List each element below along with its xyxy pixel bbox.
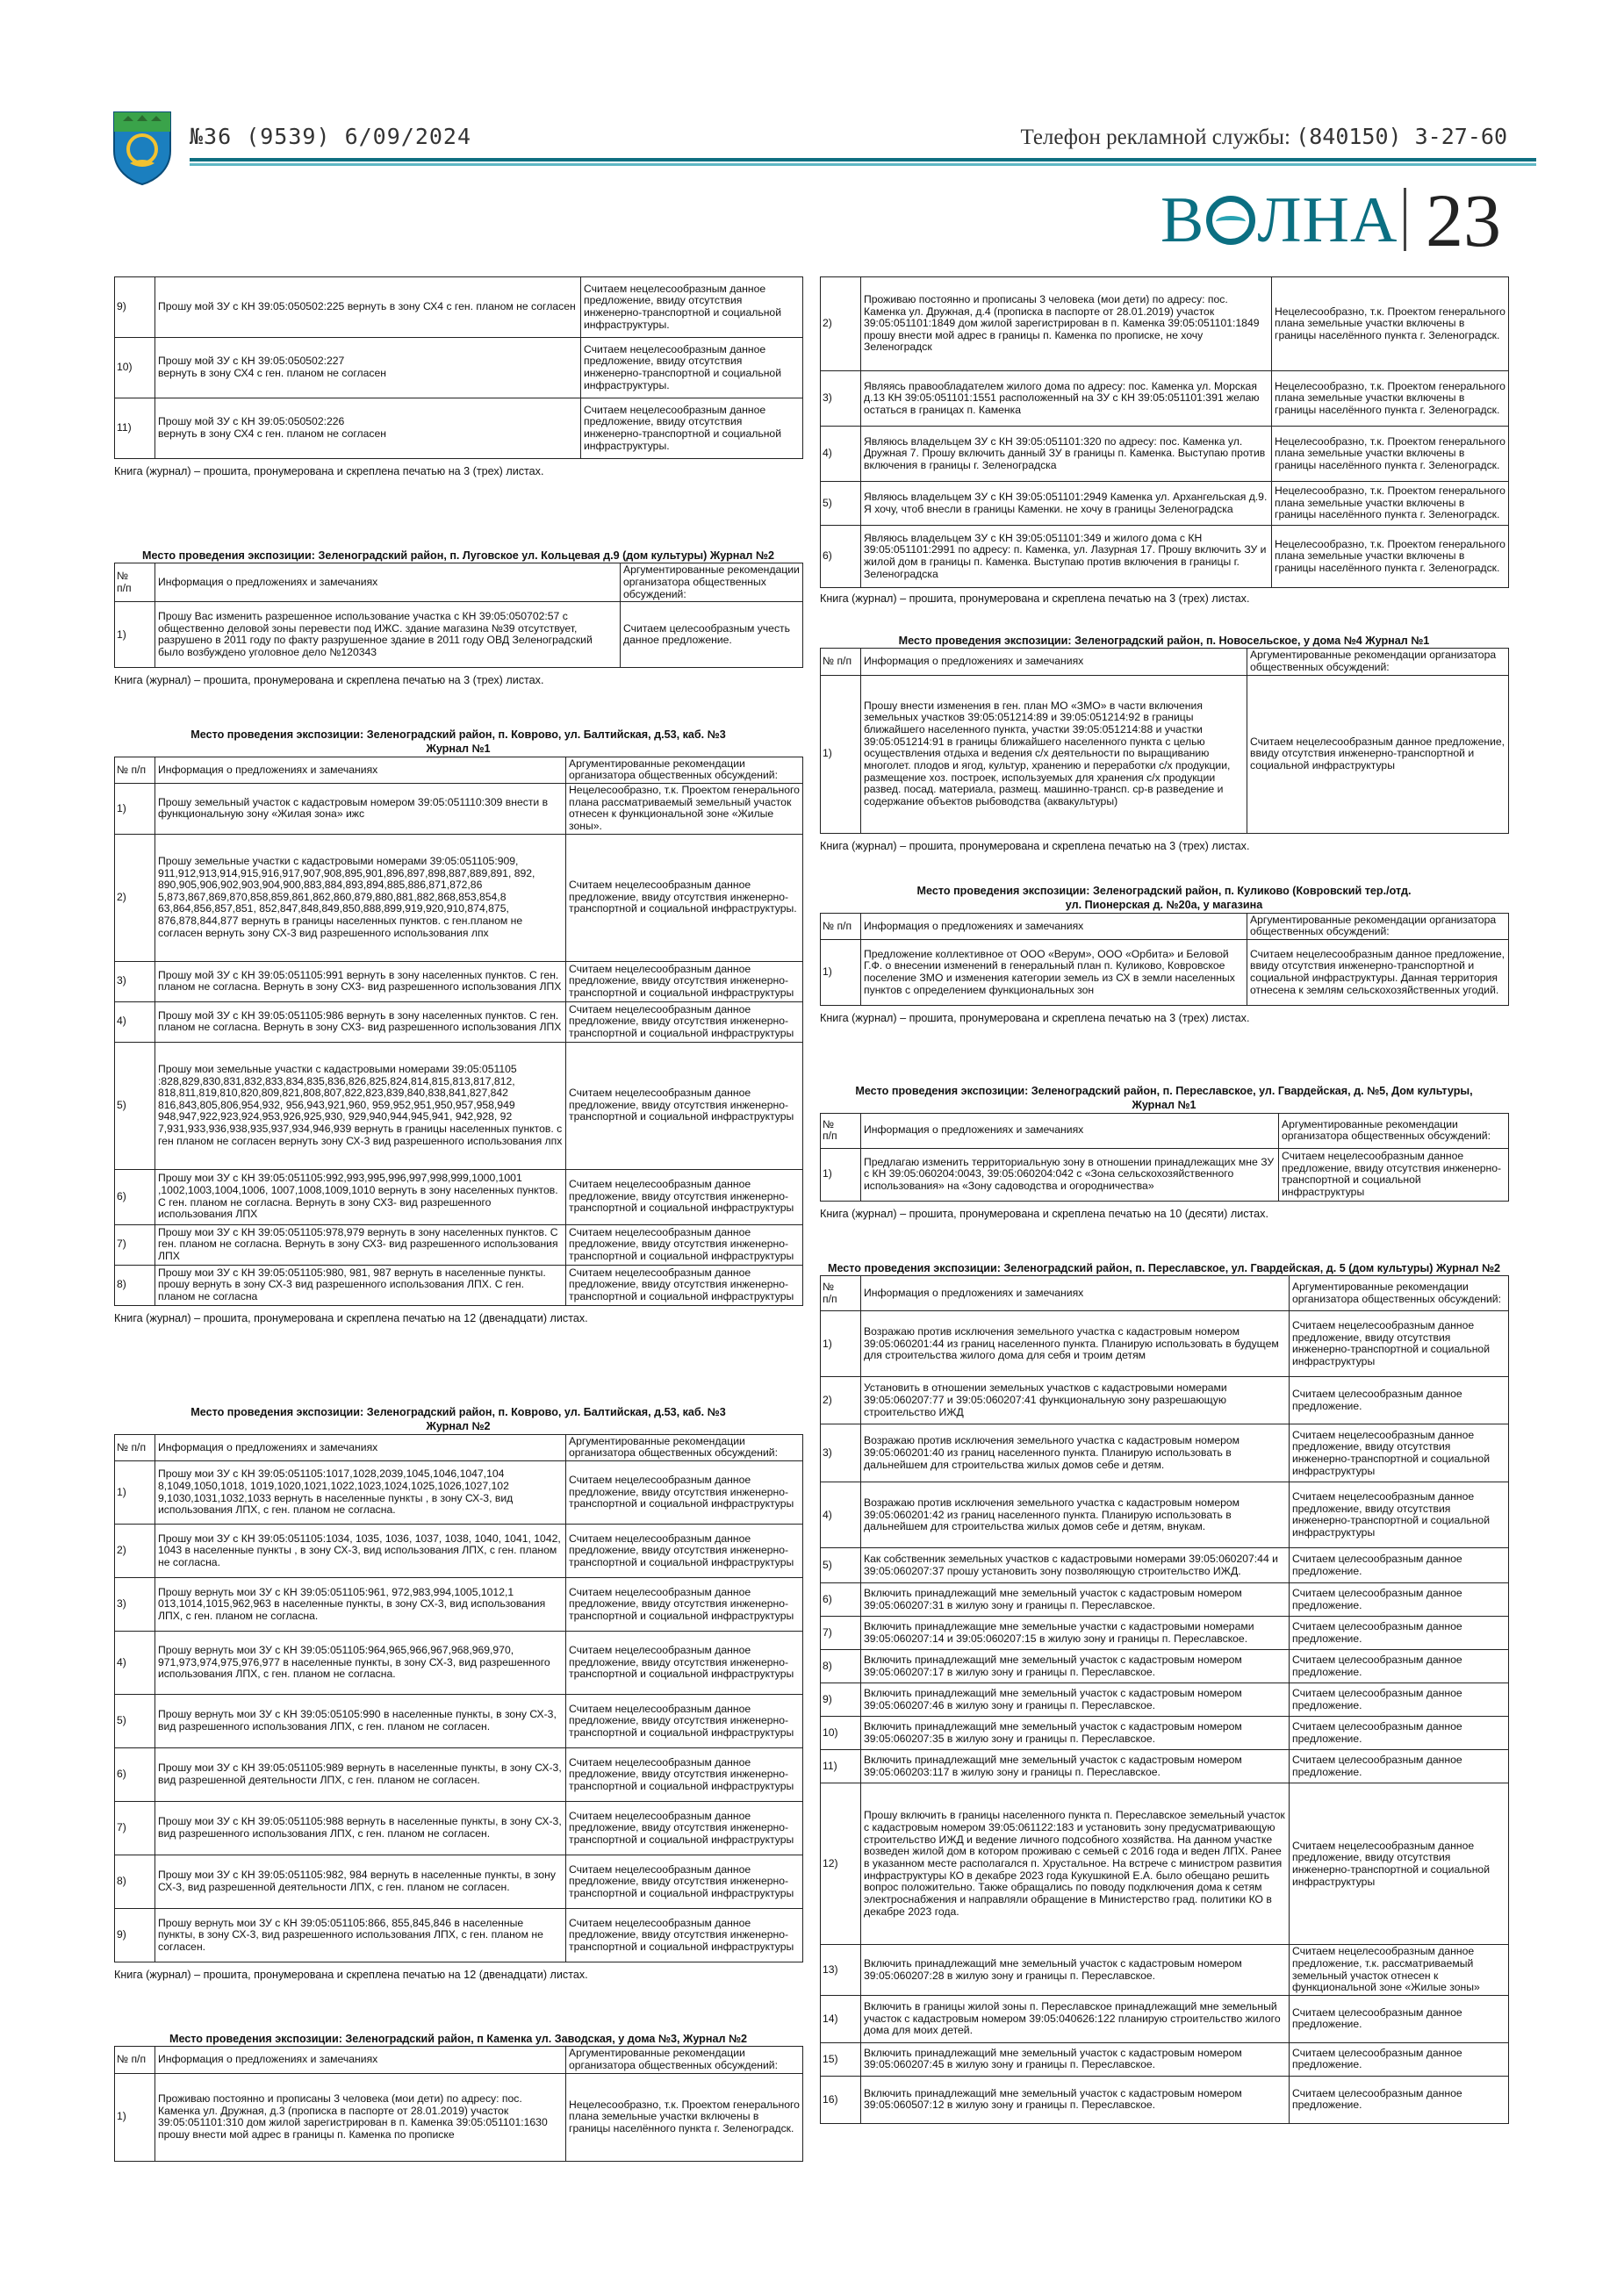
journal-note: Книга (журнал) – прошита, пронумерована и скреплена печатью на 3 (трех) листах. (820, 839, 1250, 852)
cell-number: 2) (821, 277, 861, 371)
cell-proposal: Прошу мои ЗУ с КН 39:05:051105:988 вернуть в населенные пункты, в зону СХ-3, вид разрешенного использования ЛПХ, с ген. планом не согласен. (155, 1802, 566, 1855)
cell-number: 14) (821, 1995, 861, 2042)
cell-recommendation: Нецелесообразно, т.к. Проектом генерального плана земельные участки включены в границы населённого пункта г. Зеленоградск. (1272, 277, 1509, 371)
header-info: Информация о предложениях и замечаниях (155, 2047, 566, 2073)
cell-number: 1) (821, 1148, 861, 1201)
cell-recommendation: Считаем целесообразным данное предложение. (1290, 1995, 1509, 2042)
section-title: Место проведения экспозиции: Зеленоградский район, п. Луговское ул. Кольцевая д.9 (дом культуры) Журнал №2 (142, 549, 774, 562)
cell-proposal: Прошу мои ЗУ с КН 39:05:051105:980, 981, 987 вернуть в населенные пункты. прошу вернуть в зону СХ-3 вид разрешенного использования ЛПХ. С ген. планом не согласна (155, 1265, 566, 1305)
table-row (821, 1148, 1509, 1201)
cell-recommendation: Считаем нецелесообразным данное предложение, ввиду отсутствия инженерно-транспортной и социальной инфраструктуры (566, 1909, 803, 1962)
table-header (115, 1434, 803, 1460)
table-row (115, 1909, 803, 1962)
content-block (820, 1261, 1508, 2124)
cell-proposal: Прошу мой ЗУ с КН 39:05:050502:226 вернуть в зону СХ4 с ген. планом не согласен (155, 398, 581, 459)
table-row (115, 1169, 803, 1224)
cell-recommendation: Считаем нецелесообразным данное предложение, ввиду отсутствия инженерно-транспортной и социальной инфраструктуры (1279, 1148, 1509, 1201)
cell-recommendation: Считаем нецелесообразным данное предложение, ввиду отсутствия инженерно-транспортной и социальной инфраструктуры (566, 1265, 803, 1305)
proposals-table (820, 1113, 1509, 1202)
cell-number: 3) (115, 1578, 155, 1632)
cell-proposal: Проживаю постоянно и прописаны 3 человека (мои дети) по адресу: пос. Каменка ул. Дружная, д.4 (прописка в паспорте от 28.01.2019) участок 39:05:051101:1849 дом жилой зарегистрирован в п. Каменка 39:05:051101:1849 прошу внести мой адрес в границы п. Каменка по прописке, не хочу Зеленоградск (861, 277, 1272, 371)
cell-proposal: Прошу мои земельные участки с кадастровыми номерами 39:05:051105 :828,829,830,831,832,833,834,835,836,826,825,824,814,815,813,817,812, 818,811,819,810,820,809,821,808,807,822,823,839,840,838,841,827,842 816,843,805,806,954,932, 956,943,921,960, 959,952,951,950,957,958,949 948,947,922,923,924,953,926,925,930, 929,940,944,945,941, 942,928, 92 7,931,933,936,938,935,937,934,946,939 вернуть в границы населенных пунктов. с ген планом не согласен вернуть зону СХ-3 вид разрешенного использования лпх (155, 1042, 566, 1169)
content-block (114, 276, 802, 478)
table-row (115, 338, 803, 398)
cell-recommendation: Считаем нецелесообразным данное предложение, ввиду отсутствия инженерно-транспортной и социальной инфраструктуры (566, 1169, 803, 1224)
table-row (821, 675, 1509, 833)
cell-number: 4) (115, 1632, 155, 1695)
section-title: Место проведения экспозиции: Зеленоградский район, п. Переславское, ул. Гвардейская, д. 5 (дом культуры) Журнал №2 (827, 1262, 1501, 1274)
cell-proposal: Прошу вернуть мои ЗУ с КН 39:05:051105:961, 972,983,994,1005,1012,1 013,1014,1015,962,963 в населенные пункты, в зону СХ-3, вид использования ЛПХ, с ген. планом не согласна. (155, 1578, 566, 1632)
cell-proposal: Включить принадлежащий мне земельный участок с кадастровым номером 39:05:060507:12 в жилую зону и границы п. Переславское. (861, 2076, 1290, 2123)
proposals-table (820, 1275, 1509, 2124)
header-rule (190, 158, 1536, 161)
cell-number: 4) (821, 427, 861, 482)
cell-number: 16) (821, 2076, 861, 2123)
section-title: Место проведения экспозиции: Зеленоградский район, п. Новосельское, у дома №4 Журнал №1 (898, 635, 1430, 647)
cell-number: 1) (821, 940, 861, 1006)
cell-proposal: Включить принадлежащий мне земельный участок с кадастровым номером 39:05:060207:28 в жилую зону и границы п. Переславское. (861, 1945, 1290, 1996)
table-header (115, 563, 803, 602)
header-info: Информация о предложениях и замечаниях (861, 1113, 1279, 1148)
table-row (115, 1525, 803, 1578)
cell-proposal: Включить принадлежащий мне земельный участок с кадастровым номером 39:05:060207:45 в жилую зону и границы п. Переславское. (861, 2042, 1290, 2076)
header-info: Информация о предложениях и замечаниях (861, 649, 1247, 675)
header-number: № п/п (821, 1276, 861, 1311)
table-row (115, 784, 803, 835)
cell-recommendation: Считаем целесообразным учесть данное предложение. (621, 602, 803, 668)
advertising-phone (1021, 125, 1508, 150)
header-recommendation: Аргументированные рекомендации организатора общественных обсуждений: (566, 2047, 803, 2073)
table-row (821, 2042, 1509, 2076)
cell-proposal: Установить в отношении земельных участков с кадастровыми номерами 39:05:060207:77 и 39:05:060207:41 функциональную зону разрешающую строительство ИЖД (861, 1377, 1290, 1424)
cell-number: 2) (821, 1377, 861, 1424)
header-number: № п/п (115, 1434, 155, 1460)
table-row (821, 2076, 1509, 2123)
cell-number: 10) (115, 338, 155, 398)
cell-proposal: Являюсь владельцем ЗУ с КН 39:05:051101:320 по адресу: пос. Каменка ул. Дружная 7. Прошу включить данный ЗУ в границы п. Каменка. Выступаю против включения в границы г. Зеленоградска (861, 427, 1272, 482)
table-row (115, 2073, 803, 2161)
table-row (821, 371, 1509, 427)
cell-number: 15) (821, 2042, 861, 2076)
cell-proposal: Включить принадлежащий мне земельный участок с кадастровым номером 39:05:060207:31 в жилую зону и границы п. Переславское. (861, 1583, 1290, 1617)
journal-note: Книга (журнал) – прошита, пронумерована и скреплена печатью на 3 (трех) листах. (820, 592, 1250, 605)
section-title: Место проведения экспозиции: Зеленоградский район, п. Переславское, ул. Гвардейская, д. №5, Дом культуры, Журнал №1 (855, 1085, 1473, 1112)
cell-recommendation: Считаем нецелесообразным данное предложение, ввиду отсутствия инженерно-транспортной и социальной инфраструктуры (566, 1001, 803, 1042)
cell-number: 5) (115, 1695, 155, 1748)
table-row (821, 1482, 1509, 1548)
journal-note: Книга (журнал) – прошита, пронумерована и скреплена печатью на 12 (двенадцати) листах. (114, 1969, 588, 1982)
cell-proposal: Прошу мой ЗУ с КН 39:05:051105:991 вернуть в зону населенных пунктов. С ген. планом не согласна. Вернуть в зону СХ3- вид разрешенного использования ЛПХ (155, 961, 566, 1001)
cell-recommendation: Считаем нецелесообразным данное предложение, ввиду отсутствия инженерно-транспортной и социальной инфраструктуры. (566, 834, 803, 961)
cell-proposal: Прошу земельный участок с кадастровым номером 39:05:051110:309 внести в функциональную зону «Жилая зона» ижс (155, 784, 566, 835)
cell-recommendation: Считаем нецелесообразным данное предложение, ввиду отсутствия инженерно-транспортной и социальной инфраструктуры (566, 1525, 803, 1578)
cell-recommendation: Считаем нецелесообразным данное предложение, ввиду отсутствия инженерно-транспортной и социальной инфраструктуры (1290, 1311, 1509, 1377)
table-row (115, 1855, 803, 1909)
cell-proposal: Включить принадлежащий мне земельный участок с кадастровым номером 39:05:060207:17 в жилую зону и границы п. Переславское. (861, 1650, 1290, 1683)
table-header (115, 2047, 803, 2073)
cell-number: 9) (821, 1683, 861, 1717)
cell-number: 8) (115, 1265, 155, 1305)
header-number: № п/п (115, 2047, 155, 2073)
table-row (821, 1783, 1509, 1945)
cell-recommendation: Считаем целесообразным данное предложение. (1290, 1750, 1509, 1783)
cell-number: 1) (821, 675, 861, 833)
cell-number: 9) (115, 277, 155, 338)
header-number: № п/п (115, 563, 155, 602)
cell-number: 3) (821, 1424, 861, 1482)
table-row (821, 1311, 1509, 1377)
cell-recommendation: Считаем целесообразным данное предложение. (1290, 1377, 1509, 1424)
cell-recommendation: Нецелесообразно, т.к. Проектом генерального плана земельные участки включены в границы населённого пункта г. Зеленоградск. (1272, 427, 1509, 482)
newspaper-logo: В ЛНА (1161, 184, 1398, 256)
journal-note: Книга (журнал) – прошита, пронумерована и скреплена печатью на 3 (трех) листах. (114, 465, 544, 477)
cell-proposal: Прошу мои ЗУ с КН 39:05:051105:1017,1028,2039,1045,1046,1047,104 8,1049,1050,1018, 1019,1020,1021,1022,1023,1024,1025,1026,1027,102 9,1030,1031,1032,1033 вернуть в населенные пункты , в зону СХ-3, вид использования ЛПХ, с ген. планом не согласна. (155, 1461, 566, 1525)
table-row (115, 961, 803, 1001)
cell-proposal: Прошу Вас изменить разрешенное использование участка с КН 39:05:050702:57 с общественно деловой зоны перевести под ИЖС. здание магазина №39 отсутствует, разрушено в 2011 году по факту разрушенное здание в 2011 году ОВД Зеленоградский было возбуждено уголовное дело №120343 (155, 602, 621, 668)
proposals-table (114, 1434, 803, 1962)
header-info: Информация о предложениях и замечаниях (155, 757, 566, 783)
proposals-table (820, 648, 1509, 833)
content-block (820, 884, 1508, 1025)
proposals-table (114, 276, 803, 459)
cell-number: 12) (821, 1783, 861, 1945)
cell-recommendation: Считаем нецелесообразным данное предложение, ввиду отсутствия инженерно-транспортной и социальной инфраструктуры (566, 1461, 803, 1525)
journal-note: Книга (журнал) – прошита, пронумерована и скреплена печатью на 10 (десяти) листах. (820, 1207, 1268, 1220)
cell-recommendation: Считаем нецелесообразным данное предложение, ввиду отсутствия инженерно-транспортной и социальной инфраструктуры (566, 1578, 803, 1632)
cell-recommendation: Считаем нецелесообразным данное предложение, ввиду отсутствия инженерно-транспортной и социальной инфраструктуры (566, 1748, 803, 1802)
cell-proposal: Предлагаю изменить территориальную зону в отношении принадлежащих мне ЗУ с КН 39:05:060204:0043, 39:05:060204:042 с «Зона сельскохозяйственного использования» на «Зону садоводства и огородничества» (861, 1148, 1279, 1201)
content-block (820, 276, 1508, 606)
header-number: № п/п (821, 1113, 861, 1148)
cell-recommendation: Считаем нецелесообразным данное предложение, ввиду отсутствия инженерно-транспортной и социальной инфраструктуры (566, 1632, 803, 1695)
cell-proposal: Прошу земельные участки с кадастровыми номерами 39:05:051105:909, 911,912,913,914,915,916,917,907,908,895,901,896,897,898,887,889,891, 892, 890,905,906,902,903,904,900,883,884,893,894,885,886,871,872,86 5,873,867,869,870,858,859,861,862,860,879,880,881,882,868,853,854,8 63,864,856,857,851, 852,847,848,849,850,888,899,919,920,910,874,875, 876,878,844,877 вернуть в границы населенных пунктов. с ген.планом не согласен вернуть зону СХ-3 вид разрешенного использования лпх (155, 834, 566, 961)
cell-proposal: Прошу мой ЗУ с КН 39:05:051105:986 вернуть в зону населенных пунктов. С ген. планом не согласна. Вернуть в зону СХ3- вид разрешенного использования ЛПХ (155, 1001, 566, 1042)
header-number: № п/п (821, 649, 861, 675)
section-title: Место проведения экспозиции: Зеленоградский район, п Каменка ул. Заводская, у дома №3, Журнал №2 (169, 2033, 748, 2045)
table-row (115, 602, 803, 668)
cell-proposal: Являюсь владельцем ЗУ с КН 39:05:051101:2949 Каменка ул. Архангельская д.9. Я хочу, чтоб внесли в границы Каменки. не хочу в границы Зеленоградска (861, 482, 1272, 526)
table-row (821, 1995, 1509, 2042)
content-block (114, 728, 802, 1325)
cell-proposal: Включить принадлежащий мне земельный участок с кадастровым номером 39:05:060207:46 в жилую зону и границы п. Переславское. (861, 1683, 1290, 1717)
cell-number: 2) (115, 1525, 155, 1578)
cell-proposal: Прошу мои ЗУ с КН 39:05:051105:1034, 1035, 1036, 1037, 1038, 1040, 1041, 1042, 1043 в населенные пункты , в зону СХ-3, вид использования ЛПХ, с ген. планом не согласна. (155, 1525, 566, 1578)
table-row (115, 1802, 803, 1855)
cell-proposal: Являясь правообладателем жилого дома по адресу: пос. Каменка ул. Морская д.13 КН 39:05:051101:1551 расположенный на ЗУ с КН 39:05:051101:391 желаю остаться в границах п. Каменка (861, 371, 1272, 427)
cell-recommendation: Считаем целесообразным данное предложение. (1290, 2076, 1509, 2123)
cell-number: 3) (821, 371, 861, 427)
journal-note: Книга (журнал) – прошита, пронумерована и скреплена печатью на 3 (трех) листах. (820, 1012, 1250, 1025)
table-header (821, 649, 1509, 675)
table-row (821, 1683, 1509, 1717)
proposals-table (820, 276, 1509, 588)
header-recommendation: Аргументированные рекомендации организатора общественных обсуждений: (566, 1434, 803, 1460)
cell-proposal: Являюсь владельцем ЗУ с КН 39:05:051101:349 и жилого дома с КН 39:05:051101:2991 по адресу: п. Каменка, ул. Лазурная 17. Прошу включить ЗУ и жилой дом в границы п. Каменка. Выступаю против включения в границы г. Зеленоградска (861, 526, 1272, 588)
content-block (114, 2032, 802, 2162)
table-row (821, 940, 1509, 1006)
header-recommendation: Аргументированные рекомендации организатора общественных обсуждений: (1290, 1276, 1509, 1311)
cell-recommendation: Нецелесообразно, т.к. Проектом генерального плана земельные участки включены в границы населённого пункта г. Зеленоградск. (1272, 526, 1509, 588)
cell-recommendation: Считаем нецелесообразным данное предложение, ввиду отсутствия инженерно-транспортной и социальной инфраструктуры (566, 961, 803, 1001)
proposals-table (114, 563, 803, 668)
header-info: Информация о предложениях и замечаниях (155, 563, 621, 602)
page-number: 23 (1426, 178, 1501, 262)
table-row (115, 1748, 803, 1802)
cell-number: 11) (821, 1750, 861, 1783)
cell-proposal: Включить принадлежащий мне земельный участок с кадастровым номером 39:05:060203:117 в жилую зону и границы п. Переславское. (861, 1750, 1290, 1783)
header-recommendation: Аргументированные рекомендации организатора общественных обсуждений: (1247, 913, 1509, 939)
header-info: Информация о предложениях и замечаниях (155, 1434, 566, 1460)
cell-number: 10) (821, 1717, 861, 1750)
table-row (115, 1265, 803, 1305)
header-recommendation: Аргументированные рекомендации организатора общественных обсуждений: (566, 757, 803, 783)
cell-recommendation: Считаем целесообразным данное предложение. (1290, 1650, 1509, 1683)
table-row (821, 1717, 1509, 1750)
cell-proposal: Включить принадлежащий мне земельный участок с кадастровым номером 39:05:060207:35 в жилую зону и границы п. Переславское. (861, 1717, 1290, 1750)
cell-recommendation: Считаем целесообразным данное предложение. (1290, 1717, 1509, 1750)
cell-number: 5) (821, 482, 861, 526)
cell-number: 1) (115, 2073, 155, 2161)
table-row (821, 1583, 1509, 1617)
table-header (115, 757, 803, 783)
cell-number: 5) (115, 1042, 155, 1169)
wave-logo-icon (1206, 196, 1255, 245)
table-header (821, 1276, 1509, 1311)
table-row (115, 1632, 803, 1695)
table-row (115, 1461, 803, 1525)
table-row (115, 277, 803, 338)
table-row (115, 1578, 803, 1632)
journal-note: Книга (журнал) – прошита, пронумерована и скреплена печатью на 12 (двенадцати) листах. (114, 1311, 588, 1324)
table-row (821, 427, 1509, 482)
table-row (115, 1042, 803, 1169)
cell-recommendation: Считаем нецелесообразным данное предложение, ввиду отсутствия инженерно-транспортной и социальной инфраструктуры. (581, 277, 803, 338)
table-row (821, 526, 1509, 588)
table-row (821, 1945, 1509, 1996)
proposals-table (114, 757, 803, 1306)
table-row (115, 834, 803, 961)
cell-recommendation: Нецелесообразно, т.к. Проектом генерального плана земельные участки включены в границы населённого пункта г. Зеленоградск. (566, 2073, 803, 2161)
cell-proposal: Возражаю против исключения земельного участка с кадастровым номером 39:05:060201:44 из границ населенного пункта. Планирую использовать в будущем для строительства жилого дома для себя и троим детям (861, 1311, 1290, 1377)
cell-proposal: Возражаю против исключения земельного участка с кадастровым номером 39:05:060201:40 из границ населенного пункта. Планирую использовать в дальнейшем для строительства жилых домов себе и детям. (861, 1424, 1290, 1482)
cell-number: 6) (115, 1748, 155, 1802)
section-title: Место проведения экспозиции: Зеленоградский район, п. Куликово (Ковровский тер./отд. ул. Пионерская д. №20а, у магазина (916, 885, 1412, 912)
cell-recommendation: Считаем нецелесообразным данное предложение, ввиду отсутствия инженерно-транспортной и социальной инфраструктуры (1290, 1783, 1509, 1945)
cell-recommendation: Считаем целесообразным данное предложение. (1290, 1548, 1509, 1583)
cell-recommendation: Считаем нецелесообразным данное предложение, ввиду отсутствия инженерно-транспортной и социальной инфраструктуры (1247, 675, 1509, 833)
cell-number: 8) (115, 1855, 155, 1909)
proposals-table (820, 913, 1509, 1006)
header-info: Информация о предложениях и замечаниях (861, 913, 1247, 939)
cell-recommendation: Считаем нецелесообразным данное предложение, т.к. рассматриваемый земельный участок отнесен к функциональной зоне «Жилые зоны» (1290, 1945, 1509, 1996)
header-number: № п/п (821, 913, 861, 939)
table-row (821, 1548, 1509, 1583)
table-row (821, 1424, 1509, 1482)
section-title: Место проведения экспозиции: Зеленоградский район, п. Коврово, ул. Балтийская, д.53, каб. №3 Журнал №2 (190, 1406, 726, 1433)
cell-number: 9) (115, 1909, 155, 1962)
cell-number: 6) (821, 1583, 861, 1617)
table-row (115, 1001, 803, 1042)
table-row (115, 1224, 803, 1265)
cell-number: 13) (821, 1945, 861, 1996)
cell-recommendation: Нецелесообразно, т.к. Проектом генерального плана земельные участки включены в границы населённого пункта г. Зеленоградск. (1272, 371, 1509, 427)
cell-number: 5) (821, 1548, 861, 1583)
cell-recommendation: Считаем целесообразным данное предложение. (1290, 1583, 1509, 1617)
cell-proposal: Проживаю постоянно и прописаны 3 человека (мои дети) по адресу: пос. Каменка ул. Дружная, д.3 (прописка в паспорте от 28.01.2019) участок 39:05:051101:310 дом жилой зарегистрирован в п. Каменка 39:05:051101:1630 прошу внести мой адрес в границы п. Каменка по прописке (155, 2073, 566, 2161)
cell-number: 1) (115, 784, 155, 835)
cell-recommendation: Считаем нецелесообразным данное предложение, ввиду отсутствия инженерно-транспортной и социальной инфраструктуры. (581, 338, 803, 398)
cell-recommendation: Нецелесообразно, т.к. Проектом генерального плана земельные участки включены в границы населённого пункта г. Зеленоградск. (1272, 482, 1509, 526)
content-block (820, 634, 1508, 853)
cell-recommendation: Считаем целесообразным данное предложение. (1290, 2042, 1509, 2076)
cell-proposal: Прошу вернуть мои ЗУ с КН 39:05:05105:990 в населенные пункты, в зону СХ-3, вид разрешенного использования ЛПХ, с ген. планом не согласен. (155, 1695, 566, 1748)
cell-proposal: Прошу мои ЗУ с КН 39:05:051105:992,993,995,996,997,998,999,1000,1001 ,1002,1003,1004,1006, 1007,1008,1009,1010 вернуть в зону населенных пунктов. С ген. планом не согласна. Вернуть в зону СХ3- вид разрешенного использования ЛПХ (155, 1169, 566, 1224)
cell-proposal: Предложение коллективное от ООО «Верум», ООО «Орбита» и Беловой Г.Ф. о внесении изменений в генеральный план п. Куликово, Ковровское поселение ЗМО и изменения категории земель из СХ в земли населенных пунктов с определением функциональных зон (861, 940, 1247, 1006)
section-title: Место проведения экспозиции: Зеленоградский район, п. Коврово, ул. Балтийская, д.53, каб. №3 Журнал №1 (190, 728, 726, 756)
journal-note: Книга (журнал) – прошита, пронумерована и скреплена печатью на 3 (трех) листах. (114, 674, 544, 687)
cell-proposal: Прошу мой ЗУ с КН 39:05:050502:227 вернуть в зону СХ4 с ген. планом не согласен (155, 338, 581, 398)
cell-number: 1) (821, 1311, 861, 1377)
logo-divider (1404, 188, 1406, 251)
cell-recommendation: Считаем нецелесообразным данное предложение, ввиду отсутствия инженерно-транспортной и социальной инфраструктуры (566, 1855, 803, 1909)
header-recommendation: Аргументированные рекомендации организатора общественных обсуждений: (1247, 649, 1509, 675)
table-row (115, 1695, 803, 1748)
cell-number: 1) (115, 602, 155, 668)
cell-recommendation: Нецелесообразно, т.к. Проектом генерального плана рассматриваемый земельный участок отнесен к функциональной зоне «Жилые зоны». (566, 784, 803, 835)
cell-number: 11) (115, 398, 155, 459)
cell-proposal: Прошу мои ЗУ с КН 39:05:051105:989 вернуть в населенные пункты, в зону СХ-3, вид разрешенной деятельности ЛПХ, с ген. планом не согласен. (155, 1748, 566, 1802)
cell-recommendation: Считаем нецелесообразным данное предложение, ввиду отсутствия инженерно-транспортной и социальной инфраструктуры (566, 1695, 803, 1748)
issue-info: №36 (9539) 6/09/2024 (190, 124, 472, 149)
zelenogradsk-emblem-icon (111, 109, 174, 186)
header-number: № п/п (115, 757, 155, 783)
table-row (821, 482, 1509, 526)
cell-recommendation: Считаем нецелесообразным данное предложение, ввиду отсутствия инженерно-транспортной и социальной инфраструктуры. Данная территория отнесена к землям сельскохозяйственных угодий. (1247, 940, 1509, 1006)
cell-proposal: Включить в границы жилой зоны п. Переславское принадлежащий мне земельный участок с кадастровым номером 39:05:040626:122 планирую строительство жилого дома для моих детей. (861, 1995, 1290, 2042)
cell-recommendation: Считаем целесообразным данное предложение. (1290, 1617, 1509, 1650)
cell-number: 3) (115, 961, 155, 1001)
cell-recommendation: Считаем целесообразным данное предложение. (1290, 1683, 1509, 1717)
header-info: Информация о предложениях и замечаниях (861, 1276, 1290, 1311)
cell-proposal: Прошу мой ЗУ с КН 39:05:050502:225 вернуть в зону СХ4 с ген. планом не согласен (155, 277, 581, 338)
header-recommendation: Аргументированные рекомендации организатора общественных обсуждений: (1279, 1113, 1509, 1148)
cell-proposal: Как собственник земельных участков с кадастровыми номерами 39:05:060207:44 и 39:05:060207:37 прошу установить зону позволяющую строительство ИЖД. (861, 1548, 1290, 1583)
cell-number: 2) (115, 834, 155, 961)
table-row (821, 277, 1509, 371)
cell-number: 7) (821, 1617, 861, 1650)
cell-number: 6) (821, 526, 861, 588)
cell-proposal: Прошу мои ЗУ с КН 39:05:051105:978,979 вернуть в зону населенных пунктов. С ген. планом не согласна. Вернуть в зону СХ3- вид разрешенного использования ЛПХ (155, 1224, 566, 1265)
table-row (115, 398, 803, 459)
cell-recommendation: Считаем нецелесообразным данное предложение, ввиду отсутствия инженерно-транспортной и социальной инфраструктуры. (581, 398, 803, 459)
cell-recommendation: Считаем нецелесообразным данное предложение, ввиду отсутствия инженерно-транспортной и социальной инфраструктуры (1290, 1482, 1509, 1548)
cell-proposal: Прошу включить в границы населенного пункта п. Переславское земельный участок с кадастровым номером 39:05:061122:183 и установить зону предусматривающую строительство ИЖД и ведение личного подсобного хозяйства. На данном участке возведен жилой дом в котором проживаю с семьей с 2016 года и веден ЛПХ. Ранее в указанном месте располагался п. Хрустальное. На встрече с министром развития инфраструктуры КО в декабре 2023 года Кукушкиной Е.А. было обещано решить вопрос положительно. Также обращались по поводу подключения дома к сетям электроснабжения и направляли обращение в Министерство град. политики КО в декабре 2023 года. (861, 1783, 1290, 1945)
table-row (821, 1650, 1509, 1683)
header-rule-accent (190, 163, 1536, 166)
phone-number: (840150) 3-27-60 (1296, 124, 1507, 149)
cell-number: 8) (821, 1650, 861, 1683)
table-row (821, 1617, 1509, 1650)
cell-number: 1) (115, 1461, 155, 1525)
cell-number: 4) (821, 1482, 861, 1548)
cell-proposal: Включить принадлежащие мне земельные участки с кадастровыми номерами 39:05:060207:14 и 39:05:060207:15 в жилую зону и границы п. Переславское. (861, 1617, 1290, 1650)
cell-number: 7) (115, 1802, 155, 1855)
table-header (821, 1113, 1509, 1148)
content-block (114, 549, 802, 688)
cell-recommendation: Считаем нецелесообразным данное предложение, ввиду отсутствия инженерно-транспортной и социальной инфраструктуры (566, 1224, 803, 1265)
cell-number: 6) (115, 1169, 155, 1224)
cell-proposal: Прошу вернуть мои ЗУ с КН 39:05:051105:866, 855,845,846 в населенные пункты, в зону СХ-3, вид разрешенного использования ЛПХ, с ген. планом не согласен. (155, 1909, 566, 1962)
proposals-table (114, 2046, 803, 2161)
cell-proposal: Возражаю против исключения земельного участка с кадастровым номером 39:05:060201:42 из границ населенного пункта. Планирую использовать в дальнейшем для строительства жилых домов себе и детям, внукам. (861, 1482, 1290, 1548)
table-row (821, 1750, 1509, 1783)
cell-recommendation: Считаем нецелесообразным данное предложение, ввиду отсутствия инженерно-транспортной и социальной инфраструктуры (566, 1802, 803, 1855)
cell-proposal: Прошу внести изменения в ген. план МО «ЗМО» в части включения земельных участков 39:05:051214:89 и 39:05:051214:92 в границы ближайшего населенного пункта, участки 39:05:051214:88 и участки 39:05:051214:91 в границы ближайшего населенного пункта с целью осуществления отдыха и ведения с/х деятельности по выращиванию многолет. плодов и ягод, культур, хранению и переработки с/х продукции, размещение хоз. построек, используемых для хранения с/х продукции развед. посад. материала, размещ. машинно-трансп. ср-в разведение и содержание объектов рыбоводства (аквакультуры) (861, 675, 1247, 833)
cell-proposal: Прошу вернуть мои ЗУ с КН 39:05:051105:964,965,966,967,968,969,970, 971,973,974,975,976,977 в населенные пункты, в зону СХ-3, вид разрешенного использования ЛПХ, с ген. планом не согласна. (155, 1632, 566, 1695)
cell-number: 7) (115, 1224, 155, 1265)
table-header (821, 913, 1509, 939)
header-recommendation: Аргументированные рекомендации организатора общественных обсуждений: (621, 563, 803, 602)
content-block (114, 1405, 802, 1982)
cell-number: 4) (115, 1001, 155, 1042)
cell-recommendation: Считаем нецелесообразным данное предложение, ввиду отсутствия инженерно-транспортной и социальной инфраструктуры (1290, 1424, 1509, 1482)
phone-label: Телефон рекламной службы: (1020, 126, 1290, 149)
cell-recommendation: Считаем нецелесообразным данное предложение, ввиду отсутствия инженерно-транспортной и социальной инфраструктуры (566, 1042, 803, 1169)
cell-proposal: Прошу мои ЗУ с КН 39:05:051105:982, 984 вернуть в населенные пункты, в зону СХ-3, вид разрешенной деятельности ЛПХ, с ген. планом не согласен. (155, 1855, 566, 1909)
content-block (820, 1084, 1508, 1221)
table-row (821, 1377, 1509, 1424)
